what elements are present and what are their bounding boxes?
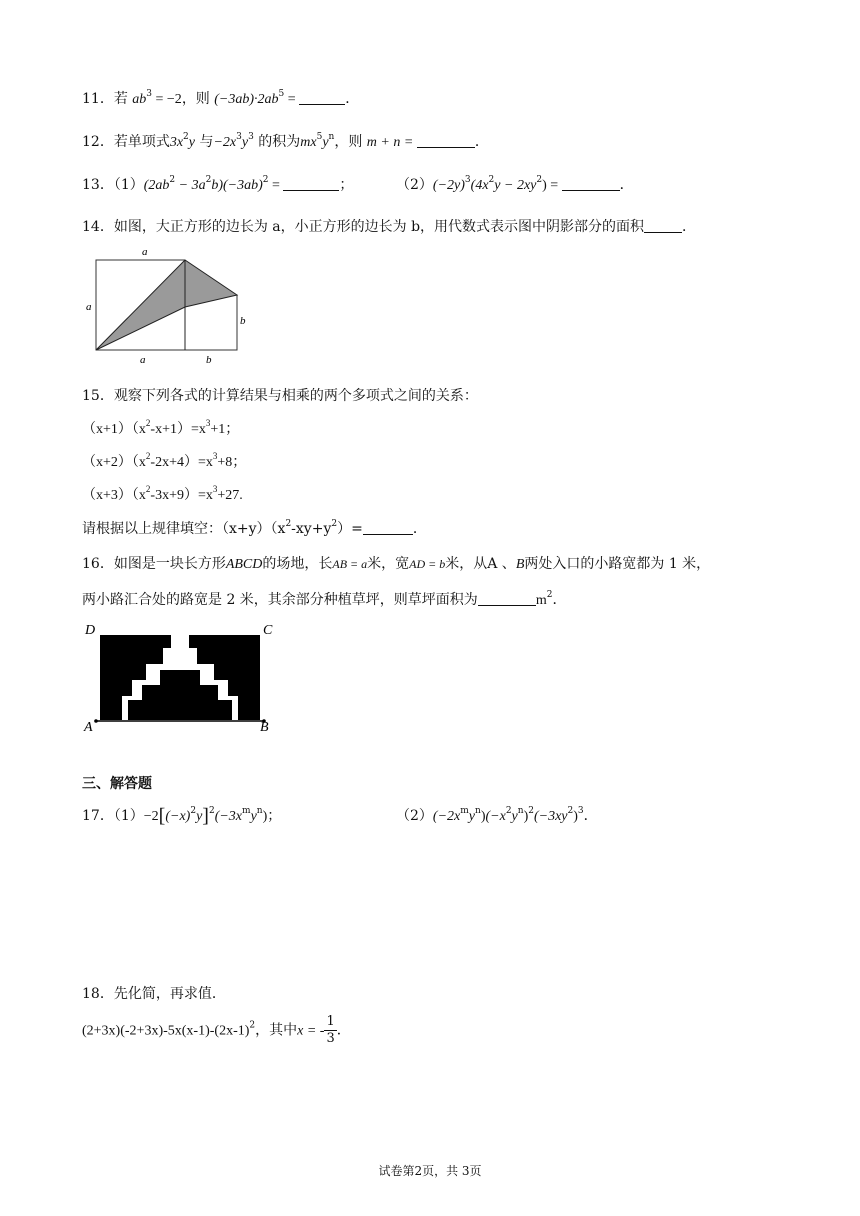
- q14-figure: [82, 242, 252, 367]
- q17-math: y: [468, 809, 476, 824]
- q17-math: ): [480, 809, 486, 824]
- q11-exp: 3: [146, 89, 153, 99]
- question-number: 16．: [82, 556, 114, 572]
- label-d: D: [85, 623, 96, 638]
- answer-blank[interactable]: [478, 593, 536, 606]
- q16-text: ．: [552, 592, 567, 608]
- q15-math: （x+3）（x: [82, 488, 146, 503]
- q18-text: 先化简，再求值．: [113, 986, 226, 1002]
- q17-math: ): [523, 809, 529, 824]
- q13-exp: 2: [205, 175, 212, 185]
- q16-math: B: [515, 557, 525, 572]
- q16-math: AB = a: [332, 557, 368, 571]
- q13-math: b)(−3ab): [211, 178, 263, 193]
- question-number: 12．: [82, 134, 114, 150]
- q15-text: 观察下列各式的计算结果与相乘的两个多项式之间的关系：: [113, 388, 478, 404]
- q15-exp: 2: [285, 519, 292, 529]
- q15-exp: 2: [331, 519, 338, 529]
- q16-text: 米，宽: [367, 556, 410, 572]
- q17-part: （1）: [113, 808, 144, 824]
- q12-text: ．: [474, 134, 489, 150]
- q13-text: ；: [339, 177, 354, 193]
- q18-text: ，其中: [255, 1022, 298, 1039]
- q17-math: y: [511, 809, 518, 824]
- question-number: 17．: [82, 808, 114, 824]
- q16-unit: m: [535, 593, 547, 608]
- q13-exp: 2: [536, 175, 543, 185]
- q17-part: （2）: [396, 808, 433, 824]
- q15-math: （x+1）（x: [82, 422, 146, 437]
- q15-exp: 2: [145, 418, 151, 428]
- q17-exp: 2: [208, 806, 215, 816]
- q16-text: 米，从A 、: [445, 556, 516, 572]
- q11-math: = −2: [152, 92, 182, 107]
- q12-text: 与: [199, 134, 214, 150]
- q15-exp: 3: [205, 418, 211, 428]
- q17-math: y: [196, 809, 203, 824]
- section-heading: 三、解答题: [82, 776, 152, 792]
- q16-text: 如图是一块长方形: [113, 556, 226, 572]
- q15-exp: 3: [212, 451, 218, 461]
- q15-math: +8；: [217, 455, 247, 470]
- q11-text: 若: [113, 91, 128, 107]
- q13-math: =: [268, 178, 284, 193]
- q17-exp: m: [460, 806, 469, 816]
- q17-math: (−3xy: [533, 809, 568, 824]
- q13-exp: 2: [488, 175, 495, 185]
- q14-text: 如图，大正方形的边长为 a，小正方形的边长为 b，用代数式表示图中阴影部分的面积: [113, 219, 645, 235]
- q12-exp: 5: [316, 132, 323, 142]
- q13-exp: 2: [262, 175, 269, 185]
- question-16: [82, 553, 710, 573]
- q17-math: y: [250, 809, 257, 824]
- q12-exp: 3: [236, 132, 242, 142]
- question-number: 13．: [82, 177, 114, 193]
- q17-math: −2: [143, 809, 159, 824]
- q18-text: ．: [336, 1022, 351, 1039]
- q12-text: 若单项式: [113, 134, 170, 150]
- q12-math: y: [188, 135, 195, 150]
- q17-math: (−2x: [432, 809, 461, 824]
- q18-math: (2+3x)(-2+3x)-5x(x-1)-(2x-1): [82, 1023, 250, 1039]
- question-14: [82, 216, 696, 236]
- q12-math: y: [241, 135, 249, 150]
- q15-math: -2x+4）=x: [150, 455, 213, 470]
- q17-exp: m: [242, 806, 251, 816]
- q11-exp: 5: [278, 89, 285, 99]
- q15-line-2: [82, 451, 246, 471]
- q11-text: ．: [345, 91, 360, 107]
- q15-line-1: [82, 418, 239, 438]
- q17-math: (−x): [165, 809, 191, 824]
- answer-blank[interactable]: [417, 135, 475, 148]
- label-b-right: b: [240, 315, 246, 327]
- q11-math: =: [284, 92, 300, 107]
- q15-exp: 3: [212, 484, 218, 494]
- question-15: [82, 385, 478, 405]
- q17-exp: 2: [190, 806, 197, 816]
- answer-blank[interactable]: [644, 220, 682, 233]
- label-c: C: [263, 623, 273, 638]
- q15-math: -x+1）=x: [150, 422, 206, 437]
- q15-exp: 2: [145, 484, 151, 494]
- q12-math: −2x: [213, 135, 237, 150]
- question-17: [82, 805, 281, 828]
- q11-text: ，则: [181, 91, 210, 107]
- fraction: [324, 1014, 336, 1047]
- q13-math: y − 2xy: [494, 178, 537, 193]
- question-13-part-2: [396, 174, 634, 194]
- question-12: [82, 131, 489, 151]
- q17-math: (−x: [485, 809, 506, 824]
- answer-blank[interactable]: [283, 178, 339, 191]
- q12-math: m + n =: [366, 135, 417, 150]
- q16-text: 两小路汇合处的路宽是 2 米，其余部分种植草坪，则草坪面积为: [82, 592, 478, 608]
- q17-exp: 2: [528, 806, 534, 816]
- q12-math: mx: [300, 135, 317, 150]
- label-a-top: a: [142, 246, 148, 258]
- question-17-part-2: [396, 805, 598, 825]
- q11-math: ab: [132, 92, 147, 107]
- q13-math: (4x: [470, 178, 489, 193]
- bracket-close: ]: [202, 805, 209, 827]
- q13-part: （1）: [113, 177, 144, 193]
- q16-exp: 2: [546, 590, 553, 600]
- q11-math: (−3ab)·2ab: [214, 92, 279, 107]
- q17-exp: 2: [567, 806, 574, 816]
- q16-text: 两处入口的小路宽都为 1 米，: [524, 556, 711, 572]
- question-number: 18．: [82, 986, 114, 1002]
- q15-text: ）=: [337, 521, 363, 537]
- q14-text: ．: [682, 219, 697, 235]
- q13-math: ) =: [542, 178, 562, 193]
- q17-math: (−3x: [214, 809, 243, 824]
- q18-math: x = -: [297, 1023, 325, 1039]
- question-number: 11．: [82, 91, 114, 107]
- q15-text: -xy+y: [291, 521, 332, 537]
- q15-text: 请根据以上规律填空：（x+y）（x: [82, 521, 286, 537]
- q17-exp: n: [256, 806, 263, 816]
- q17-math: ): [573, 809, 578, 824]
- q15-text: ．: [412, 521, 427, 537]
- q12-exp: n: [328, 132, 335, 142]
- answer-blank[interactable]: [299, 92, 345, 105]
- q15-line-3: [82, 484, 243, 504]
- question-number: 15．: [82, 388, 114, 404]
- q15-exp: 2: [145, 451, 151, 461]
- q12-text: 的积为: [258, 134, 301, 150]
- q17-exp: 2: [505, 806, 512, 816]
- q13-math: − 3a: [175, 178, 206, 193]
- q13-text: ．: [619, 177, 634, 193]
- q15-math: +1；: [210, 422, 240, 437]
- q13-part: （2）: [396, 177, 433, 193]
- answer-blank[interactable]: [363, 522, 413, 535]
- fraction-numerator: 1: [326, 1014, 335, 1029]
- q16-figure: [82, 620, 282, 735]
- label-a-bottom: a: [140, 354, 146, 366]
- answer-blank[interactable]: [562, 178, 620, 191]
- q12-math: y: [322, 135, 329, 150]
- q12-text: ，则: [334, 134, 363, 150]
- q17-text: ；: [267, 808, 282, 824]
- label-a: A: [84, 720, 93, 735]
- q13-exp: 2: [169, 175, 176, 185]
- point-a: [94, 719, 98, 723]
- q15-math: -3x+9）=x: [150, 488, 213, 503]
- q17-math: ): [262, 809, 268, 824]
- q17-exp: n: [475, 806, 481, 816]
- q15-math: （x+2）（x: [82, 455, 146, 470]
- page-footer: 试卷第2页，共 3页: [378, 1164, 482, 1178]
- fraction-denominator: 3: [326, 1031, 335, 1046]
- q17-exp: n: [517, 806, 524, 816]
- label-a-left: a: [86, 301, 92, 313]
- q16-line-2: [82, 589, 566, 609]
- question-18: [82, 983, 226, 1003]
- q18-expression: [82, 1014, 351, 1047]
- bracket-open: [: [158, 805, 166, 827]
- q17-exp: 3: [577, 806, 584, 816]
- q16-math: ABCD: [225, 557, 263, 572]
- q15-math: +27.: [217, 488, 243, 503]
- q13-math: (−2y): [432, 178, 465, 193]
- q13-math: (2ab: [143, 178, 170, 193]
- q17-text: ．: [583, 808, 598, 824]
- q18-exp: 2: [249, 1020, 256, 1031]
- q16-text: 的场地，长: [262, 556, 333, 572]
- q15-fill-line: [82, 518, 427, 538]
- q12-exp: 2: [183, 132, 189, 142]
- question-11: [82, 88, 359, 108]
- question-number: 14．: [82, 219, 114, 235]
- label-b-bottom: b: [206, 354, 212, 366]
- q13-exp: 3: [464, 175, 471, 185]
- question-13: [82, 174, 353, 194]
- q12-math: 3x: [169, 135, 184, 150]
- q12-exp: 3: [248, 132, 254, 142]
- q16-math: AD = b: [409, 557, 446, 571]
- shaded-region: [96, 260, 237, 350]
- label-b: B: [260, 720, 269, 735]
